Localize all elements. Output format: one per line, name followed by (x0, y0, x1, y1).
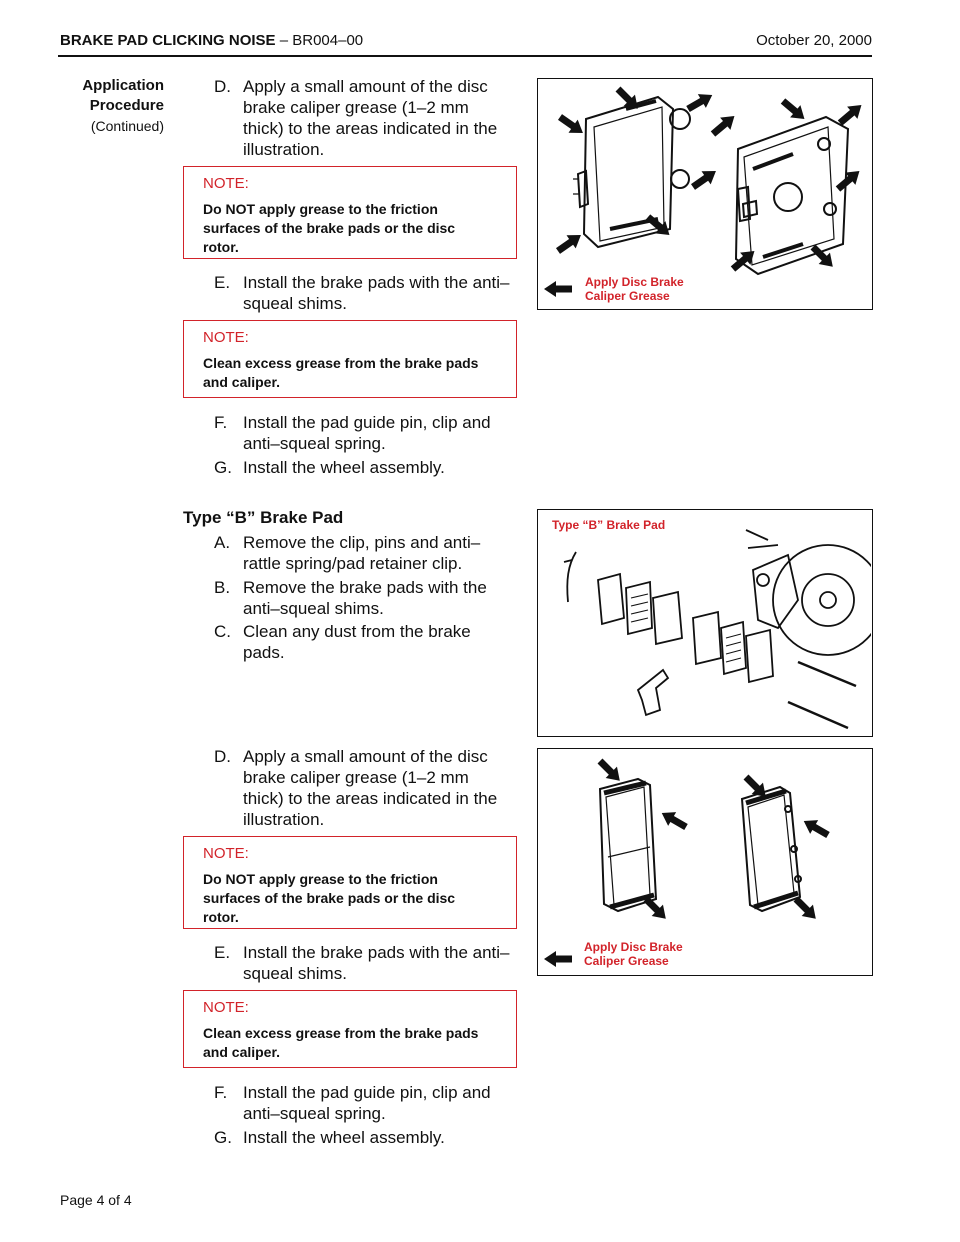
note-body: Clean excess grease from the brake pads and caliper. (203, 355, 479, 390)
step-b (214, 577, 514, 619)
step-a (214, 532, 514, 574)
step-text: Install the pad guide pin, clip and anti–squeal spring. (243, 1083, 491, 1123)
legend-line: Caliper Grease (584, 954, 669, 968)
caliper-illustration (538, 79, 871, 308)
step-text: Install the pad guide pin, clip and anti–squeal spring. (243, 413, 491, 453)
step-letter: C. (214, 622, 231, 641)
side-heading-line1: Application (82, 77, 164, 94)
legend-line: Caliper Grease (585, 289, 670, 303)
note-heading: NOTE: (203, 999, 249, 1016)
step-g (214, 457, 514, 478)
note-box (183, 166, 517, 259)
note-body: Clean excess grease from the brake pads and caliper. (203, 1025, 479, 1060)
document-code: – BR004–00 (275, 32, 364, 49)
step-letter: F. (214, 413, 228, 432)
step-e (214, 942, 514, 984)
note-heading: NOTE: (203, 175, 249, 192)
legend-line: Apply Disc Brake (584, 940, 683, 954)
step-text: Install the brake pads with the anti–squeal shims. (243, 943, 510, 983)
step-g (214, 1127, 514, 1148)
step-d (214, 76, 514, 160)
step-f (214, 1082, 514, 1124)
step-f (214, 412, 514, 454)
legend-label (584, 940, 683, 968)
section-title: Type “B” Brake Pad (183, 508, 344, 527)
note-heading: NOTE: (203, 845, 249, 862)
page-number: Page 4 of 4 (60, 1192, 132, 1208)
side-heading (58, 76, 164, 136)
step-letter: D. (214, 747, 231, 766)
figure-caliper-grease (537, 78, 873, 310)
step-letter: B. (214, 578, 231, 597)
document-date: October 20, 2000 (756, 32, 872, 49)
side-heading-line2: Procedure (89, 97, 164, 114)
step-letter: G. (214, 458, 232, 477)
page-header-title (60, 32, 363, 49)
step-letter: F. (214, 1083, 228, 1102)
note-box (183, 320, 517, 398)
step-text: Install the wheel assembly. (243, 1128, 445, 1147)
step-text: Install the wheel assembly. (243, 458, 445, 477)
document-title: BRAKE PAD CLICKING NOISE (60, 32, 276, 49)
step-text: Remove the clip, pins and anti–rattle spring/pad retainer clip. (243, 533, 481, 573)
note-box (183, 990, 517, 1068)
header-rule (58, 55, 872, 57)
step-letter: G. (214, 1128, 232, 1147)
step-text: Install the brake pads with the anti–squeal shims. (243, 273, 510, 313)
legend-label (585, 275, 684, 303)
step-letter: A. (214, 533, 231, 552)
step-e (214, 272, 514, 314)
step-text: Apply a small amount of the disc brake caliper grease (1–2 mm thick) to the areas indicated in the illustration. (243, 77, 498, 159)
note-box (183, 836, 517, 929)
figure-type-b-grease (537, 748, 873, 976)
step-d (214, 746, 514, 830)
step-c (214, 621, 514, 663)
note-body: Do NOT apply grease to the friction surfaces of the brake pads or the disc rotor. (203, 201, 456, 255)
side-heading-line3: (Continued) (90, 118, 164, 134)
step-text: Clean any dust from the brake pads. (243, 622, 471, 662)
step-letter: E. (214, 943, 231, 962)
figure-caption: Type “B” Brake Pad (552, 518, 666, 532)
exploded-illustration (538, 510, 871, 735)
note-heading: NOTE: (203, 329, 249, 346)
step-letter: E. (214, 273, 231, 292)
step-text: Apply a small amount of the disc brake caliper grease (1–2 mm thick) to the areas indicated in the illustration. (243, 747, 498, 829)
step-text: Remove the brake pads with the anti–squeal shims. (243, 578, 487, 618)
step-letter: D. (214, 77, 231, 96)
legend-line: Apply Disc Brake (585, 275, 684, 289)
note-body: Do NOT apply grease to the friction surfaces of the brake pads or the disc rotor. (203, 871, 456, 925)
figure-type-b-exploded (537, 509, 873, 737)
